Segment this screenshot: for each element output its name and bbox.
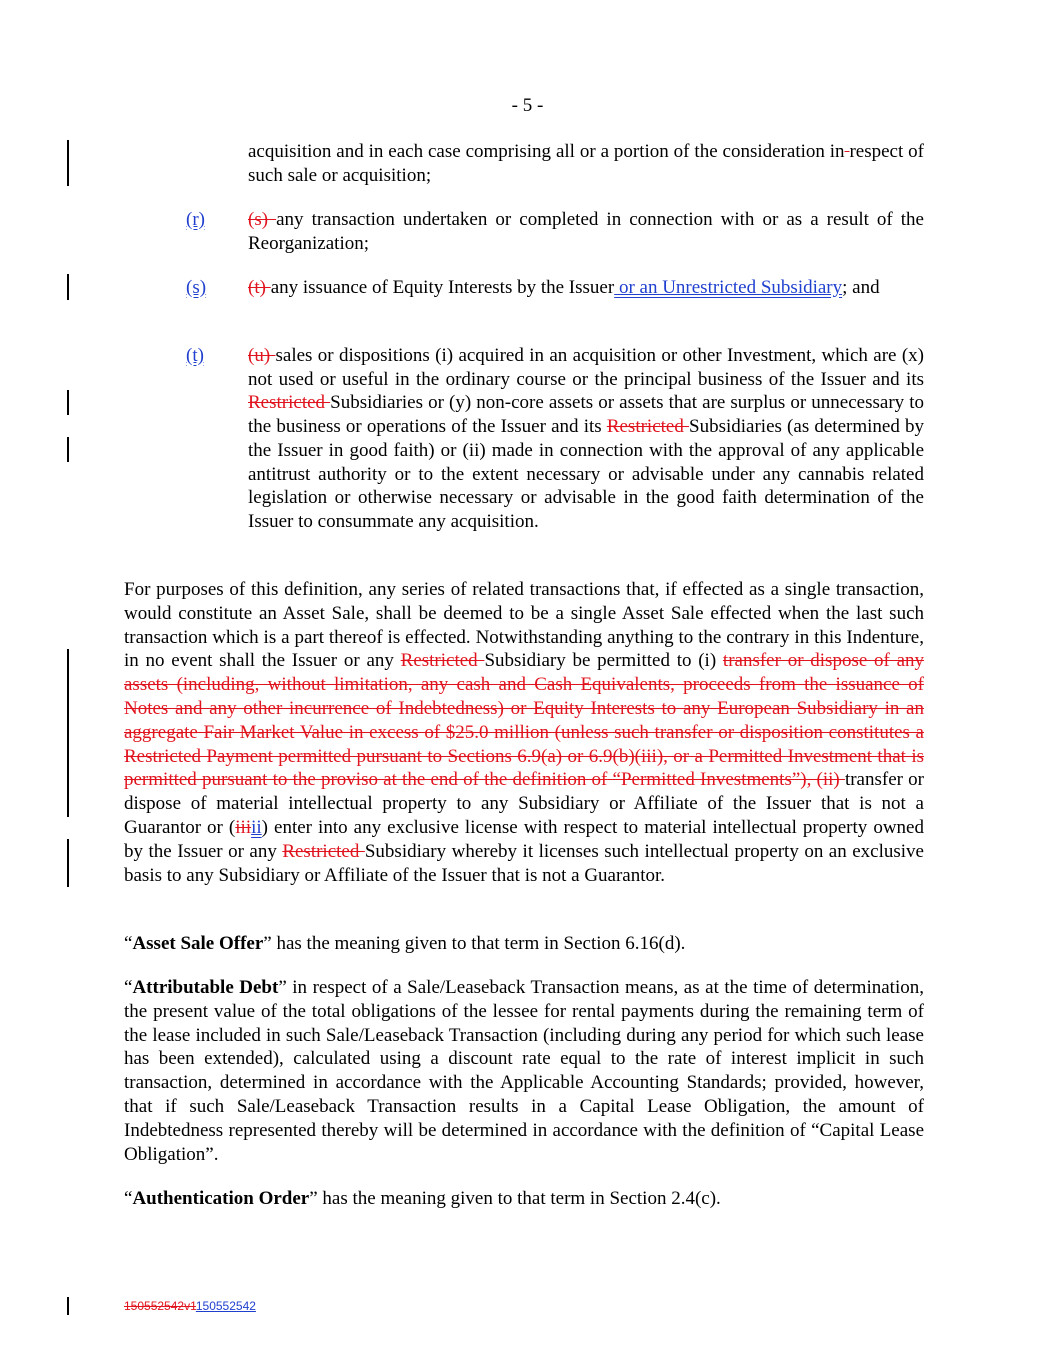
change-bar	[67, 1297, 69, 1315]
continuation-text	[248, 140, 924, 187]
change-bar	[67, 649, 69, 817]
close-quote: ”	[278, 977, 287, 998]
inserted-text: or an Unrestricted Subsidiary	[614, 277, 843, 298]
item-t-text	[248, 344, 924, 534]
page-number: - 5 -	[511, 95, 544, 116]
purposes-text-c: transfer or dispose of material intellectual property to any Subsidiary or Affiliate of the Issuer that is not a Guarantor or (	[124, 769, 924, 838]
change-bar	[67, 140, 69, 186]
definition-text: in respect of a Sale/Leaseback Transaction means, as at the time of determination, the present value of the total obligations of the lessee for rental payments during the remaining term of the lease included in such Sale/Leaseback Transaction (including during any period for which such lease has been extended), calculated using a discount rate equal to the rate of interest implicit in such transaction, determined in accordance with the Applicable Accounting Standards; provided, however, that if such Sale/Leaseback Transaction results in a Capital Lease Obligation, the amount of Indebtedness represented thereby will be determined in accordance with the definition of “Capital Lease Obligation”.	[124, 977, 924, 1165]
definition-asset-sale-offer	[124, 932, 924, 956]
open-quote: “	[124, 933, 133, 954]
deleted-doc-id: 150552542v1	[124, 1299, 196, 1313]
deleted-text: Restricted	[282, 840, 365, 862]
item-s-body-a: any issuance of Equity Interests by the Issuer	[270, 277, 615, 298]
item-t-body-b: Subsidiaries or (y) non-core assets or assets that are surplus or unnecessary to the business or operations of the Issuer and its	[248, 392, 925, 438]
continuation-line-2: respect of such sale or acquisition;	[248, 141, 924, 186]
defined-term: Authentication Order	[132, 1188, 310, 1209]
defined-term: Attributable Debt	[132, 977, 279, 998]
purposes-paragraph	[124, 578, 924, 887]
change-bar	[67, 437, 69, 462]
close-quote: ”	[263, 933, 272, 954]
open-quote: “	[124, 977, 133, 998]
item-r-body: any transaction undertaken or completed in connection with or as a result of the Reorganization;	[248, 209, 924, 254]
item-s-text	[248, 276, 924, 300]
item-r-text	[248, 208, 924, 255]
change-bar	[67, 839, 69, 887]
defined-term: Asset Sale Offer	[132, 933, 264, 954]
deleted-item-label: (u)	[248, 345, 276, 366]
deleted-text: iii	[235, 816, 252, 838]
item-t-body-a: sales or dispositions (i) acquired in an acquisition or other Investment, which are (x) not used or useful in the ordinary course or the principal business of the Issuer and its	[248, 345, 924, 390]
continuation-line-1: acquisition and in each case comprising all or a portion of the consideration in	[248, 141, 845, 162]
document-id-footer	[124, 1299, 256, 1313]
close-quote: ”	[309, 1188, 318, 1209]
purposes-text-b: Subsidiary be permitted to (i)	[484, 650, 723, 672]
deleted-text: transfer or dispose of any assets (including, without limitation, any cash and Cash Equivalents, proceeds from the issuance of Notes and any other incurrence of Indebtedness) or Equity Interests to any European Subsidiary in an aggregate Fair Market Value in excess of $25.0 million (unless such transfer or disposition constitutes a Restricted Payment permitted pursuant to Sections 6.9(a) or 6.9(b)(iii), or a Permitted Investment that is permitted pursuant to the proviso at the end of the definition of “Permitted Investments”), (ii)	[124, 650, 925, 791]
purposes-text-d: ) enter into any exclusive license with respect to material intellectual property owned by the Issuer or any	[124, 816, 924, 862]
definition-text: has the meaning given to that term in Section 2.4(c).	[317, 1188, 721, 1209]
definition-authentication-order	[124, 1187, 924, 1211]
definition-text: has the meaning given to that term in Section 6.16(d).	[271, 933, 686, 954]
purposes-text-a: For purposes of this definition, any series of related transactions that, if effected as a single transaction, would constitute an Asset Sale, shall be deemed to be a single Asset Sale effected when the last such transaction which is a part thereof is effected. Notwithstanding anything to the contrary in this Indenture, in no event shall the Issuer or any	[124, 579, 924, 672]
open-quote: “	[124, 1188, 133, 1209]
inserted-doc-id: 150552542	[195, 1299, 256, 1313]
item-label-s: (s)	[186, 277, 207, 298]
deleted-text: Restricted	[248, 392, 331, 414]
item-label-r: (r)	[186, 209, 205, 230]
change-bar	[67, 390, 69, 415]
deleted-text: Restricted	[606, 416, 690, 438]
purposes-text-e: Subsidiary whereby it licenses such intellectual property on an exclusive basis to any Subsidiary or Affiliate of the Issuer that is not a Guarantor.	[124, 840, 924, 886]
deleted-item-label: (t)	[248, 277, 271, 298]
item-label-t: (t)	[186, 345, 204, 366]
deleted-item-label: (s)	[248, 209, 277, 230]
inserted-text: ii	[251, 816, 262, 838]
item-s-body-b: ; and	[842, 277, 880, 298]
definition-attributable-debt	[124, 976, 924, 1166]
change-bar	[67, 274, 69, 300]
deleted-text: Restricted	[400, 650, 485, 672]
item-t-body-c: Subsidiaries (as determined by the Issuer in good faith) or (ii) made in connection with the approval of any applicable antitrust authority or to the extent necessary or advisable under any cannabis related legislation or otherwise necessary or advisable in the good faith determination of the Issuer to consummate any acquisition.	[248, 416, 924, 532]
